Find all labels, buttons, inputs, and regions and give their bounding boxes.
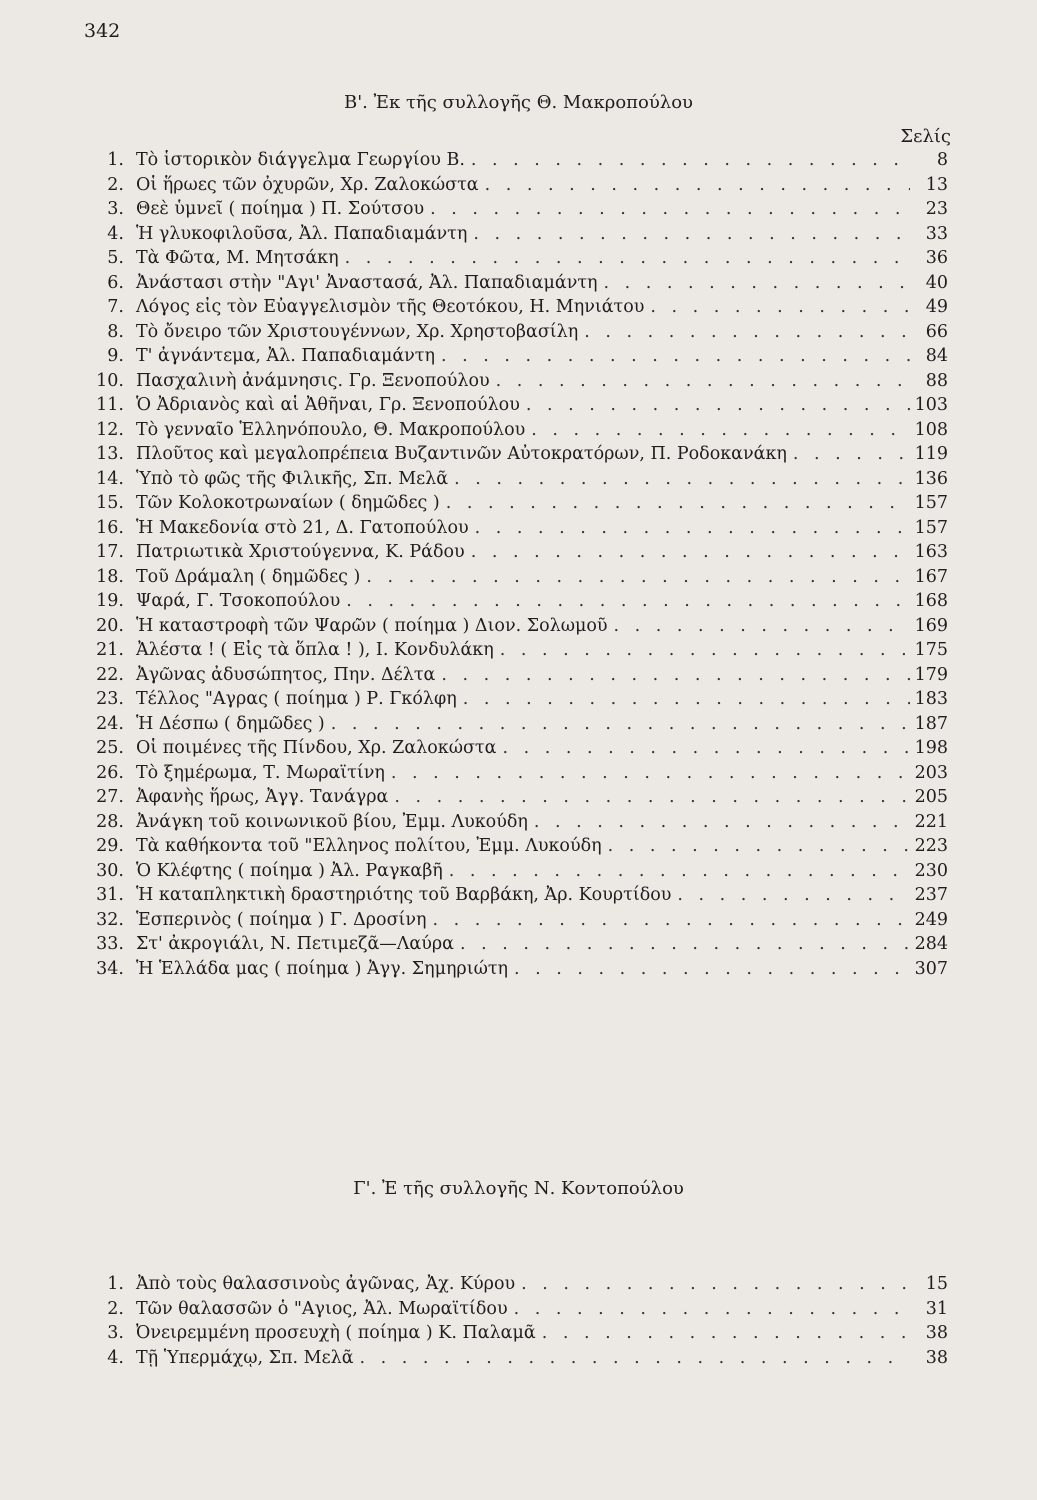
entry-page: 179 <box>914 664 948 685</box>
dot-leader <box>787 444 910 464</box>
entry-page: 38 <box>925 1323 948 1343</box>
section-c-title: Γ'. Ἐ τῆς συλλογῆς Ν. Κοντοπούλου <box>353 1178 684 1199</box>
toc-entry <box>84 150 948 175</box>
entry-title: Τ' ἀγνάντεμα, Ἀλ. Παπαδιαμάντη <box>136 346 435 366</box>
dot-leader <box>457 689 910 709</box>
entry-page: 175 <box>914 640 948 660</box>
dot-leader <box>578 322 910 342</box>
toc-entry <box>84 910 948 935</box>
entry-number: 32. <box>96 909 124 930</box>
toc-entry <box>84 1274 948 1299</box>
dot-leader <box>448 469 910 489</box>
entry-number: 31. <box>96 885 124 905</box>
entry-title: Τοῦ Δράμαλη ( δημῶδες ) <box>136 566 361 587</box>
entry-title: Ἀλέστα ! ( Εἰς τὰ ὅπλα ! ), Ι. Κονδυλάκη <box>136 640 494 660</box>
entry-number: 3. <box>107 1323 124 1343</box>
toc-entry <box>84 248 948 273</box>
entry-page: 169 <box>914 615 948 636</box>
toc-entry <box>84 689 948 714</box>
entry-title: Πατριωτικὰ Χριστούγεννα, Κ. Ράδου <box>136 542 465 562</box>
entry-title: Ἀγῶνας ἀδυσώπητος, Πην. Δέλτα <box>136 664 436 685</box>
entry-page: 307 <box>914 958 948 979</box>
entry-page: 157 <box>914 493 948 513</box>
entry-page: 40 <box>925 272 948 293</box>
entry-number: 15. <box>96 493 124 513</box>
toc-entry <box>84 959 948 984</box>
entry-title: Ἡ καταστροφὴ τῶν Ψαρῶν ( ποίημα ) Διον. Σολωμοῦ <box>136 615 608 636</box>
entry-title: Λόγος εἰς τὸν Εὐαγγελισμὸν τῆς Θεοτόκου, Η. Μηνιάτου <box>136 297 645 317</box>
entry-title: Τῶν θαλασσῶν ὁ "Αγιος, Ἀλ. Μωραϊτίδου <box>136 1298 508 1319</box>
dot-leader <box>469 518 910 538</box>
entry-page: 136 <box>914 468 948 489</box>
entry-page: 168 <box>914 591 948 611</box>
dot-leader <box>339 248 910 268</box>
entry-number: 20. <box>96 615 124 636</box>
dot-leader <box>424 199 910 219</box>
dot-leader <box>528 812 910 832</box>
entry-number: 10. <box>96 370 124 391</box>
dot-leader <box>508 959 910 979</box>
entry-number: 18. <box>96 566 124 587</box>
entry-title: Ἡ γλυκοφιλοῦσα, Ἀλ. Παπαδιαμάντη <box>136 223 468 244</box>
dot-leader <box>536 1323 910 1343</box>
toc-entry <box>84 885 948 910</box>
toc-section-c <box>84 1274 948 1372</box>
entry-number: 30. <box>96 860 124 881</box>
entry-number: 2. <box>107 174 124 195</box>
entry-page: 119 <box>914 444 948 464</box>
dot-leader <box>520 395 910 415</box>
entry-title: Οἱ ποιμένες τῆς Πίνδου, Χρ. Ζαλοκώστα <box>136 738 497 758</box>
entry-page: 8 <box>936 150 948 170</box>
entry-number: 6. <box>107 272 124 293</box>
entry-page: 221 <box>914 811 948 832</box>
entry-number: 1. <box>107 150 124 170</box>
dot-leader <box>435 665 910 685</box>
dot-leader <box>354 1348 910 1368</box>
entry-number: 21. <box>96 640 124 660</box>
toc-entry <box>84 395 948 420</box>
entry-title: Ψαρά, Γ. Τσοκοπούλου <box>136 591 341 611</box>
toc-entry <box>84 836 948 861</box>
entry-number: 22. <box>96 664 124 685</box>
toc-entry <box>84 518 948 543</box>
dot-leader <box>385 763 910 783</box>
dot-leader <box>515 1274 910 1294</box>
entry-page: 49 <box>925 297 948 317</box>
entry-title: Ἡ Δέσπω ( δημῶδες ) <box>136 713 325 734</box>
entry-page: 66 <box>925 321 948 342</box>
entry-page: 230 <box>914 860 948 881</box>
entry-number: 24. <box>96 713 124 734</box>
entry-page: 23 <box>925 199 948 219</box>
toc-entry <box>84 542 948 567</box>
dot-leader <box>602 836 910 856</box>
toc-entry <box>84 1299 948 1324</box>
entry-title: Τῇ Ὑπερμάχῳ, Σπ. Μελᾶ <box>136 1347 354 1368</box>
entry-page: 198 <box>914 738 948 758</box>
entry-page: 15 <box>925 1274 948 1294</box>
entry-number: 14. <box>96 468 124 489</box>
toc-entry <box>84 1348 948 1373</box>
dot-leader <box>479 175 910 195</box>
entry-number: 4. <box>107 223 124 244</box>
entry-number: 11. <box>96 395 124 415</box>
entry-number: 27. <box>96 787 124 807</box>
dot-leader <box>644 297 910 317</box>
entry-title: Πλοῦτος καὶ μεγαλοπρέπεια Βυζαντινῶν Αὐτοκρατόρων, Π. Ροδοκανάκη <box>136 444 787 464</box>
toc-entry <box>84 346 948 371</box>
entry-page: 249 <box>914 909 948 930</box>
entry-number: 7. <box>107 297 124 317</box>
entry-number: 33. <box>96 934 124 954</box>
entry-title: Ἀνάγκη τοῦ κοινωνικοῦ βίου, Ἐμμ. Λυκούδη <box>136 811 528 832</box>
dot-leader <box>454 934 910 954</box>
entry-title: Τὰ Φῶτα, Μ. Μητσάκη <box>136 248 339 268</box>
entry-number: 26. <box>96 762 124 783</box>
toc-entry <box>84 444 948 469</box>
toc-entry <box>84 861 948 886</box>
toc-entry <box>84 616 948 641</box>
entry-page: 163 <box>914 542 948 562</box>
entry-number: 29. <box>96 836 124 856</box>
toc-entry <box>84 322 948 347</box>
dot-leader <box>598 273 911 293</box>
entry-number: 12. <box>96 419 124 440</box>
dot-leader <box>388 787 910 807</box>
toc-entry <box>84 640 948 665</box>
entry-title: Στ' ἀκρογιάλι, Ν. Πετιμεζᾶ—Λαύρα <box>136 934 454 954</box>
toc-entry <box>84 273 948 298</box>
entry-title: Τὸ ἱστορικὸν διάγγελμα Γεωργίου Β. <box>136 150 465 170</box>
toc-entry <box>84 812 948 837</box>
entry-number: 1. <box>107 1274 124 1294</box>
page-number: 342 <box>84 20 121 42</box>
toc-entry <box>84 297 948 322</box>
dot-leader <box>340 591 910 611</box>
dot-leader <box>443 861 910 881</box>
toc-entry <box>84 591 948 616</box>
entry-page: 223 <box>914 836 948 856</box>
toc-entry <box>84 199 948 224</box>
entry-title: Τὸ ὄνειρο τῶν Χριστουγέννων, Χρ. Χρηστοβασίλη <box>136 321 579 342</box>
entry-title: Πασχαλινὴ ἀνάμνησις. Γρ. Ξενοπούλου <box>136 370 490 391</box>
dot-leader <box>671 885 910 905</box>
toc-entry <box>84 714 948 739</box>
entry-number: 34. <box>96 958 124 979</box>
entry-number: 16. <box>96 517 124 538</box>
entry-page: 237 <box>914 885 948 905</box>
entry-title: Ὑπὸ τὸ φῶς τῆς Φιλικῆς, Σπ. Μελᾶ <box>136 468 449 489</box>
dot-leader <box>467 224 910 244</box>
entry-title: Τὸ γενναῖο Ἑλληνόπουλο, Θ. Μακροπούλου <box>136 419 526 440</box>
toc-entry <box>84 420 948 445</box>
entry-page: 31 <box>925 1298 948 1319</box>
dot-leader <box>490 371 910 391</box>
entry-page: 205 <box>914 787 948 807</box>
entry-title: Τέλλος "Αγρας ( ποίημα ) Ρ. Γκόλφη <box>136 689 457 709</box>
dot-leader <box>435 346 910 366</box>
entry-number: 8. <box>107 321 124 342</box>
dot-leader <box>465 150 910 170</box>
entry-title: Ἡ καταπληκτικὴ δραστηριότης τοῦ Βαρβάκη, Ἀρ. Κουρτίδου <box>136 885 672 905</box>
entry-title: Ὁ Ἀδριανὸς καὶ αἱ Ἀθῆναι, Γρ. Ξενοπούλου <box>136 395 520 415</box>
entry-title: Ὀνειρεμμένη προσευχὴ ( ποίημα ) Κ. Παλαμᾶ <box>136 1323 536 1343</box>
dot-leader <box>525 420 910 440</box>
dot-leader <box>508 1299 910 1319</box>
entry-page: 33 <box>925 223 948 244</box>
toc-entry <box>84 665 948 690</box>
entry-number: 2. <box>107 1298 124 1319</box>
dot-leader <box>465 542 910 562</box>
entry-page: 203 <box>914 762 948 783</box>
toc-entry <box>84 175 948 200</box>
entry-page: 183 <box>914 689 948 709</box>
toc-entry <box>84 763 948 788</box>
entry-title: Ἀφανὴς ἥρως, Ἀγγ. Τανάγρα <box>136 787 389 807</box>
entry-title: Τὰ καθήκοντα τοῦ "Ελληνος πολίτου, Ἐμμ. Λυκούδη <box>136 836 602 856</box>
entry-title: Οἱ ἥρωες τῶν ὀχυρῶν, Χρ. Ζαλοκώστα <box>136 174 479 195</box>
toc-entry <box>84 224 948 249</box>
entry-page: 36 <box>925 248 948 268</box>
dot-leader <box>427 910 910 930</box>
entry-title: Ἡ Ἑλλάδα μας ( ποίημα ) Ἀγγ. Σημηριώτη <box>136 958 509 979</box>
entry-title: Ἑσπερινὸς ( ποίημα ) Γ. Δροσίνη <box>136 909 427 930</box>
toc-entry <box>84 738 948 763</box>
section-b-title: Β'. Ἐκ τῆς συλλογῆς Θ. Μακροπούλου <box>344 92 693 113</box>
entry-page: 84 <box>925 346 948 366</box>
entry-title: Τῶν Κολοκοτρωναίων ( δημῶδες ) <box>136 493 440 513</box>
dot-leader <box>496 738 910 758</box>
entry-number: 23. <box>96 689 124 709</box>
entry-number: 3. <box>107 199 124 219</box>
entry-page: 167 <box>914 566 948 587</box>
entry-number: 5. <box>107 248 124 268</box>
toc-section-b <box>84 150 948 983</box>
entry-page: 157 <box>914 517 948 538</box>
entry-page: 284 <box>914 934 948 954</box>
entry-number: 25. <box>96 738 124 758</box>
toc-entry <box>84 567 948 592</box>
entry-title: Ἀπὸ τοὺς θαλασσινοὺς ἀγῶνας, Ἀχ. Κύρου <box>136 1274 516 1294</box>
entry-page: 108 <box>914 419 948 440</box>
toc-entry <box>84 787 948 812</box>
entry-number: 28. <box>96 811 124 832</box>
dot-leader <box>440 493 910 513</box>
entry-number: 19. <box>96 591 124 611</box>
toc-entry <box>84 934 948 959</box>
entry-title: Ἡ Μακεδονία στὸ 21, Δ. Γατοπούλου <box>136 517 469 538</box>
entry-page: 13 <box>925 174 948 195</box>
page-column-label: Σελίς <box>900 126 951 147</box>
entry-title: Ἀνάστασι στὴν "Αγι' Ἀναστασά, Ἀλ. Παπαδιαμάντη <box>136 272 598 293</box>
dot-leader <box>494 640 910 660</box>
entry-page: 187 <box>914 713 948 734</box>
dot-leader <box>360 567 910 587</box>
entry-number: 4. <box>107 1347 124 1368</box>
entry-title: Θεὲ ὑμνεῖ ( ποίημα ) Π. Σούτσου <box>136 199 425 219</box>
entry-number: 9. <box>107 346 124 366</box>
entry-number: 13. <box>96 444 124 464</box>
dot-leader <box>325 714 910 734</box>
entry-title: Ὁ Κλέφτης ( ποίημα ) Ἀλ. Ραγκαβῆ <box>136 860 443 881</box>
toc-entry <box>84 1323 948 1348</box>
toc-entry <box>84 469 948 494</box>
entry-page: 38 <box>925 1347 948 1368</box>
toc-entry <box>84 493 948 518</box>
entry-title: Τὸ ξημέρωμα, Τ. Μωραϊτίνη <box>136 762 385 783</box>
toc-entry <box>84 371 948 396</box>
dot-leader <box>608 616 910 636</box>
entry-number: 17. <box>96 542 124 562</box>
entry-page: 88 <box>925 370 948 391</box>
entry-page: 103 <box>914 395 948 415</box>
